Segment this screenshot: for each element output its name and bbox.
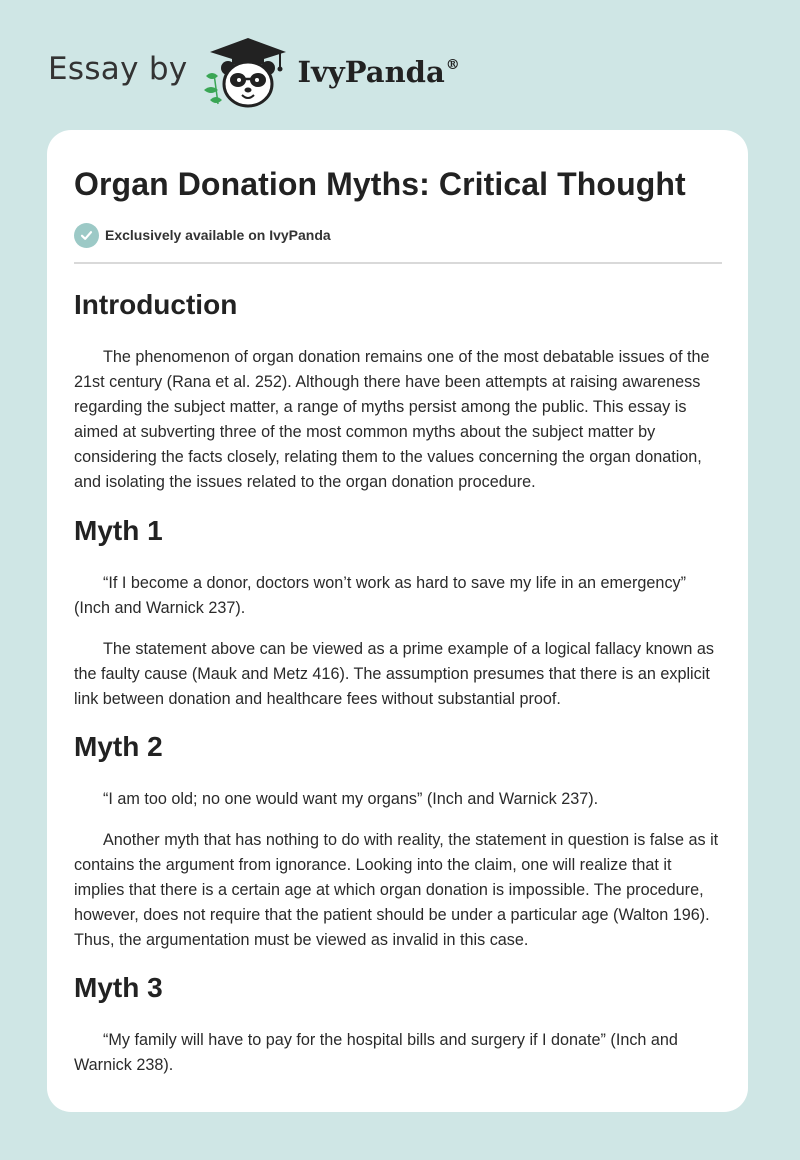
essay-card	[47, 130, 748, 1112]
registered-mark: ®	[445, 57, 460, 73]
section-heading-myth-3: Myth 3	[74, 972, 163, 1003]
paragraph: The phenomenon of organ donation remains one of the most debatable issues of the 21st century (Rana et al. 252). Although there have been attempts at raising awareness regarding the subject matter, a range of myths persist among the public. This essay is aimed at subverting three of the most common myths about the subject matter by considering the facts closely, relating them to the values concerning the organ donation, and isolating the issues related to the organ donation procedure.	[74, 348, 710, 491]
section-heading-myth-2: Myth 2	[74, 731, 163, 762]
paragraph: The statement above can be viewed as a prime example of a logical fallacy known as the faulty cause (Mauk and Metz 416). The assumption presumes that there is an explicit link between donation and healthcare fees without substantial proof.	[74, 640, 714, 708]
ivypanda-logo-icon	[202, 36, 294, 110]
page-title: Organ Donation Myths: Critical Thought	[74, 166, 686, 202]
quote-paragraph: “My family will have to pay for the hospital bills and surgery if I donate” (Inch and Warnick 238).	[74, 1031, 678, 1074]
section-heading-introduction: Introduction	[74, 289, 238, 320]
exclusive-text: Exclusively available on IvyPanda	[105, 227, 331, 243]
brand-name[interactable]: IvyPanda®	[297, 55, 460, 89]
site-header	[48, 36, 460, 110]
section-heading-myth-1: Myth 1	[74, 515, 163, 546]
quote-paragraph: “I am too old; no one would want my organs” (Inch and Warnick 237).	[103, 790, 599, 808]
divider	[74, 262, 722, 264]
check-icon	[74, 223, 99, 248]
paragraph: Another myth that has nothing to do with reality, the statement in question is false as it contains the argument from ignorance. Looking into the claim, one will realize that it implies that there is a certain age at which organ donation is impossible. The procedure, however, does not require that the patient should be under a particular age (Walton 196). Thus, the argumentation must be viewed as invalid in this case.	[74, 831, 719, 949]
exclusive-badge	[74, 222, 722, 248]
essay-by-label: Essay by	[48, 51, 188, 87]
quote-paragraph: “If I become a donor, doctors won’t work as hard to save my life in an emergency” (Inch and Warnick 237).	[74, 574, 687, 617]
